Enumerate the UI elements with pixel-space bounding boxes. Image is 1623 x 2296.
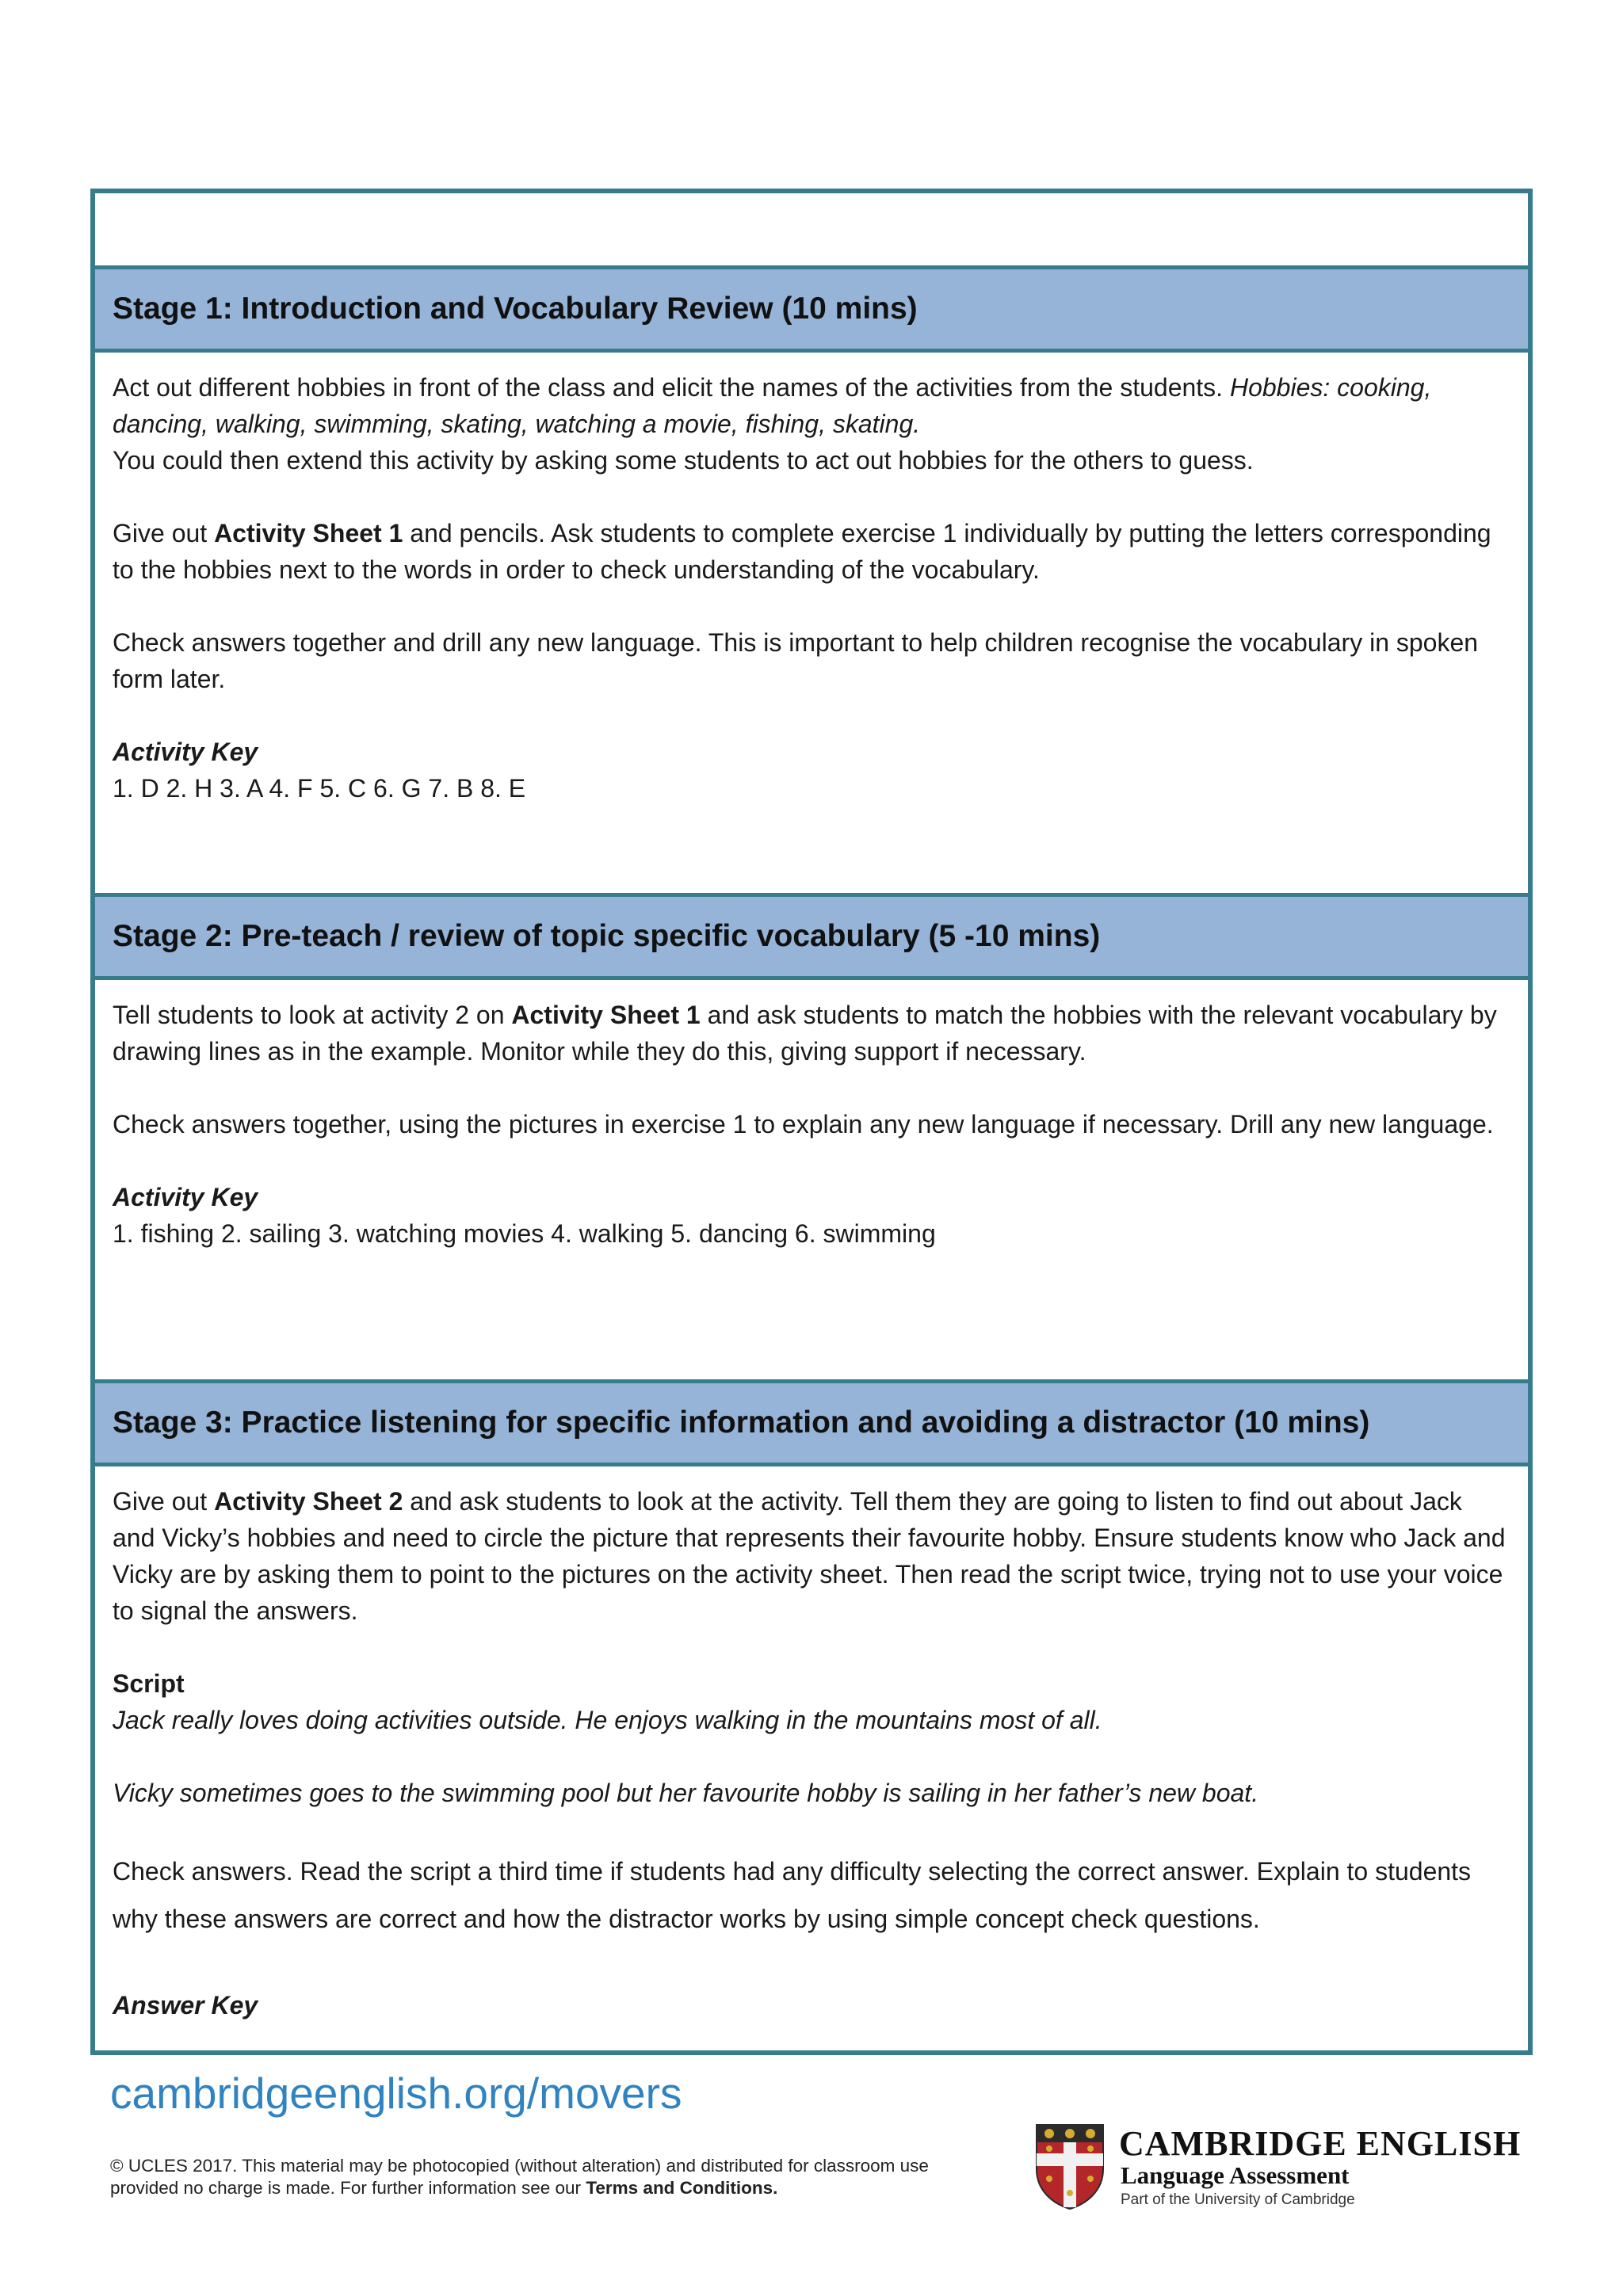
stage2-body — [113, 997, 1510, 1252]
logo-title: CAMBRIDGE ENGLISH — [1119, 2124, 1522, 2163]
copyright-notice: © UCLES 2017. This material may be photocopied (without alteration) and distributed for classroom use provided no charge is made. For further information see our Terms and Conditions. — [110, 2156, 929, 2198]
stage3-body — [113, 1483, 1510, 2023]
lesson-plan-frame — [90, 189, 1533, 2055]
script-line-jack: Jack really loves doing activities outside. He enjoys walking in the mountains most of all. — [113, 1706, 1102, 1734]
stage3-paragraph-1: Give out Activity Sheet 2 and ask students to look at the activity. Tell them they are going to listen to find out about Jack and Vicky’s hobbies and need to circle the picture that represents their favourite hobby. Ensure students know who Jack and Vicky are by asking them to point to the pictures on the activity sheet. Then read the script twice, trying not to use your voice to signal the answers. — [113, 1487, 1506, 1625]
stage1-paragraph-1-extension: You could then extend this activity by asking some students to act out hobbies for the others to guess. — [113, 446, 1254, 475]
activity-sheet-ref: Activity Sheet 1 — [214, 519, 403, 547]
logo-tagline: Part of the University of Cambridge — [1121, 2191, 1355, 2208]
stage3-heading: Stage 3: Practice listening for specific information and avoiding a distractor (10 mins) — [113, 1405, 1370, 1440]
activity-sheet-ref: Activity Sheet 2 — [214, 1487, 403, 1516]
stage2-heading: Stage 2: Pre-teach / review of topic specific vocabulary (5 -10 mins) — [113, 919, 1101, 953]
stage1-paragraph-3: Check answers together and drill any new language. This is important to help children recognise the vocabulary in spoken form later. — [113, 628, 1479, 693]
terms-link[interactable]: Terms and Conditions. — [586, 2178, 778, 2198]
stage1-paragraph-1: Act out different hobbies in front of the class and elicit the names of the activities from the students. Hobbies: cooking, dancing, walking, swimming, skating, watching a movie, fishing, skating. — [113, 373, 1432, 438]
stage1-paragraph-2: Give out Activity Sheet 1 and pencils. Ask students to complete exercise 1 individually by putting the letters corresponding to the hobbies next to the words in order to check understanding of the vocabulary. — [113, 519, 1491, 584]
stage1-key: 1. D 2. H 3. A 4. F 5. C 6. G 7. B 8. E — [113, 774, 526, 803]
activity-sheet-ref: Activity Sheet 1 — [511, 1001, 701, 1029]
logo-subtitle: Language Assessment — [1121, 2161, 1350, 2189]
script-heading: Script — [113, 1669, 185, 1698]
stage2-header — [95, 893, 1528, 980]
website-link[interactable]: cambridgeenglish.org/movers — [110, 2069, 682, 2118]
stage2-paragraph-1: Tell students to look at activity 2 on Activity Sheet 1 and ask students to match the hobbies with the relevant vocabulary by drawing lines as in the example. Monitor while they do this, giving support if necessary. — [113, 1001, 1497, 1066]
university-shield-icon — [1033, 2122, 1106, 2210]
stage1-body — [113, 369, 1510, 807]
cambridge-english-logo — [1033, 2122, 1541, 2210]
stage1-heading: Stage 1: Introduction and Vocabulary Review (10 mins) — [113, 292, 918, 326]
stage2-key: 1. fishing 2. sailing 3. watching movies 4. walking 5. dancing 6. swimming — [113, 1219, 936, 1248]
stage3-header — [95, 1379, 1528, 1466]
stage1-key-heading: Activity Key — [113, 738, 258, 766]
stage2-key-heading: Activity Key — [113, 1183, 258, 1211]
script-line-vicky: Vicky sometimes goes to the swimming pool but her favourite hobby is sailing in her father’s new boat. — [113, 1779, 1259, 1807]
stage1-header — [95, 265, 1528, 353]
answer-key-heading: Answer Key — [113, 1991, 258, 2019]
stage2-paragraph-2: Check answers together, using the pictures in exercise 1 to explain any new language if necessary. Drill any new language. — [113, 1110, 1494, 1138]
stage3-paragraph-2: Check answers. Read the script a third time if students had any difficulty selecting the correct answer. Explain to students why these answers are correct and how the distractor works by using simple concept check questions. — [113, 1857, 1472, 1933]
